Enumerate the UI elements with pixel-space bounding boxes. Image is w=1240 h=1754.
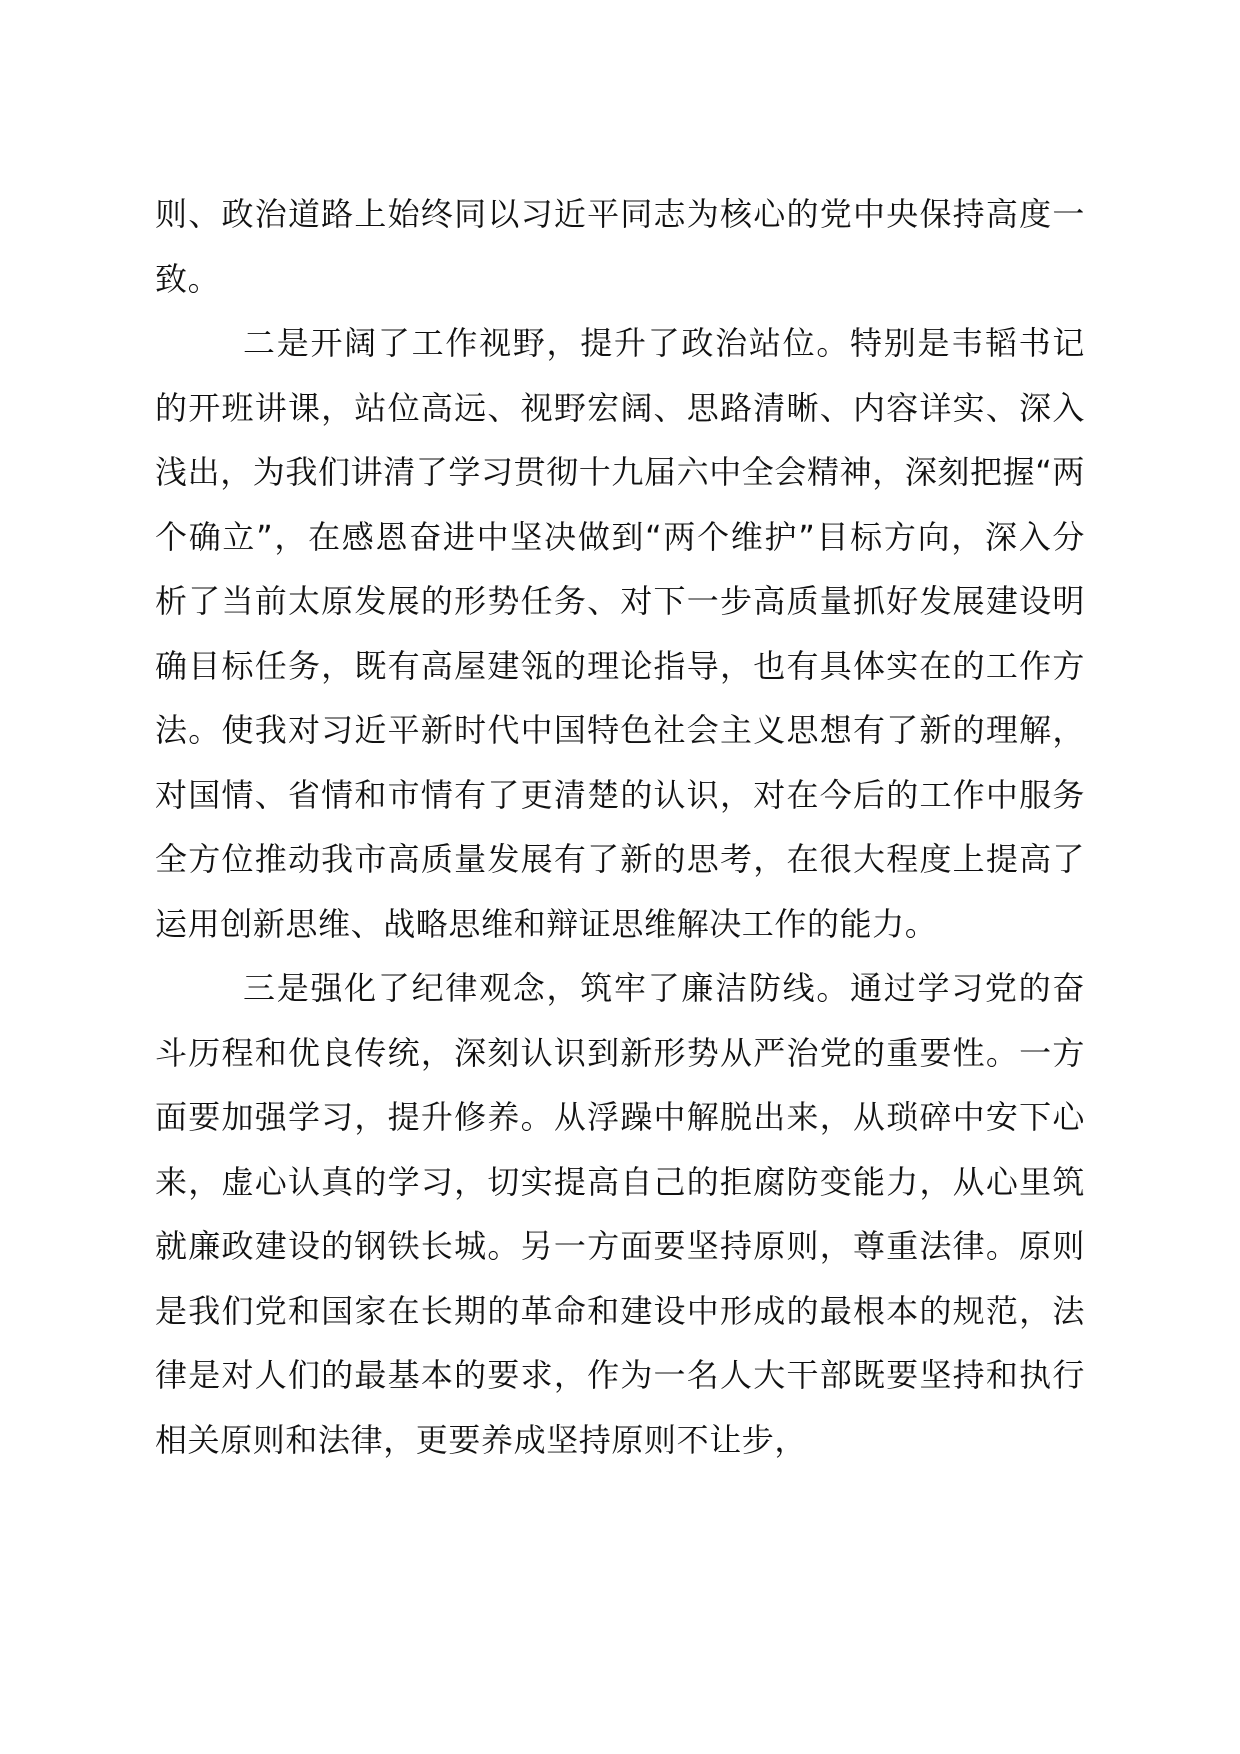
body-text	[155, 182, 1085, 1472]
paragraph-discipline: 三是强化了纪律观念，筑牢了廉洁防线。通过学习党的奋斗历程和优良传统，深刻认识到新形势从严治党的重要性。一方面要加强学习，提升修养。从浮躁中解脱出来，从琐碎中安下心来，虚心认真的学习，切实提高自己的拒腐防变能力，从心里筑就廉政建设的钢铁长城。另一方面要坚持原则，尊重法律。原则是我们党和国家在长期的革命和建设中形成的最根本的规范，法律是对人们的最基本的要求，作为一名人大干部既要坚持和执行相关原则和法律，更要养成坚持原则不让步，	[155, 969, 1085, 1459]
paragraph-continuation: 则、政治道路上始终同以习近平同志为核心的党中央保持高度一致。	[155, 195, 1085, 298]
paragraph-work-vision: 二是开阔了工作视野，提升了政治站位。特别是韦韬书记的开班讲课，站位高远、视野宏阔、思路清晰、内容详实、深入浅出，为我们讲清了学习贯彻十九届六中全会精神，深刻把握“两个确立”，在感恩奋进中坚决做到“两个维护”目标方向，深入分析了当前太原发展的形势任务、对下一步高质量抓好发展建设明确目标任务，既有高屋建瓴的理论指导，也有具体实在的工作方法。使我对习近平新时代中国特色社会主义思想有了新的理解，对国情、省情和市情有了更清楚的认识，对在今后的工作中服务全方位推动我市高质量发展有了新的思考，在很大程度上提高了运用创新思维、战略思维和辩证思维解决工作的能力。	[155, 324, 1085, 943]
